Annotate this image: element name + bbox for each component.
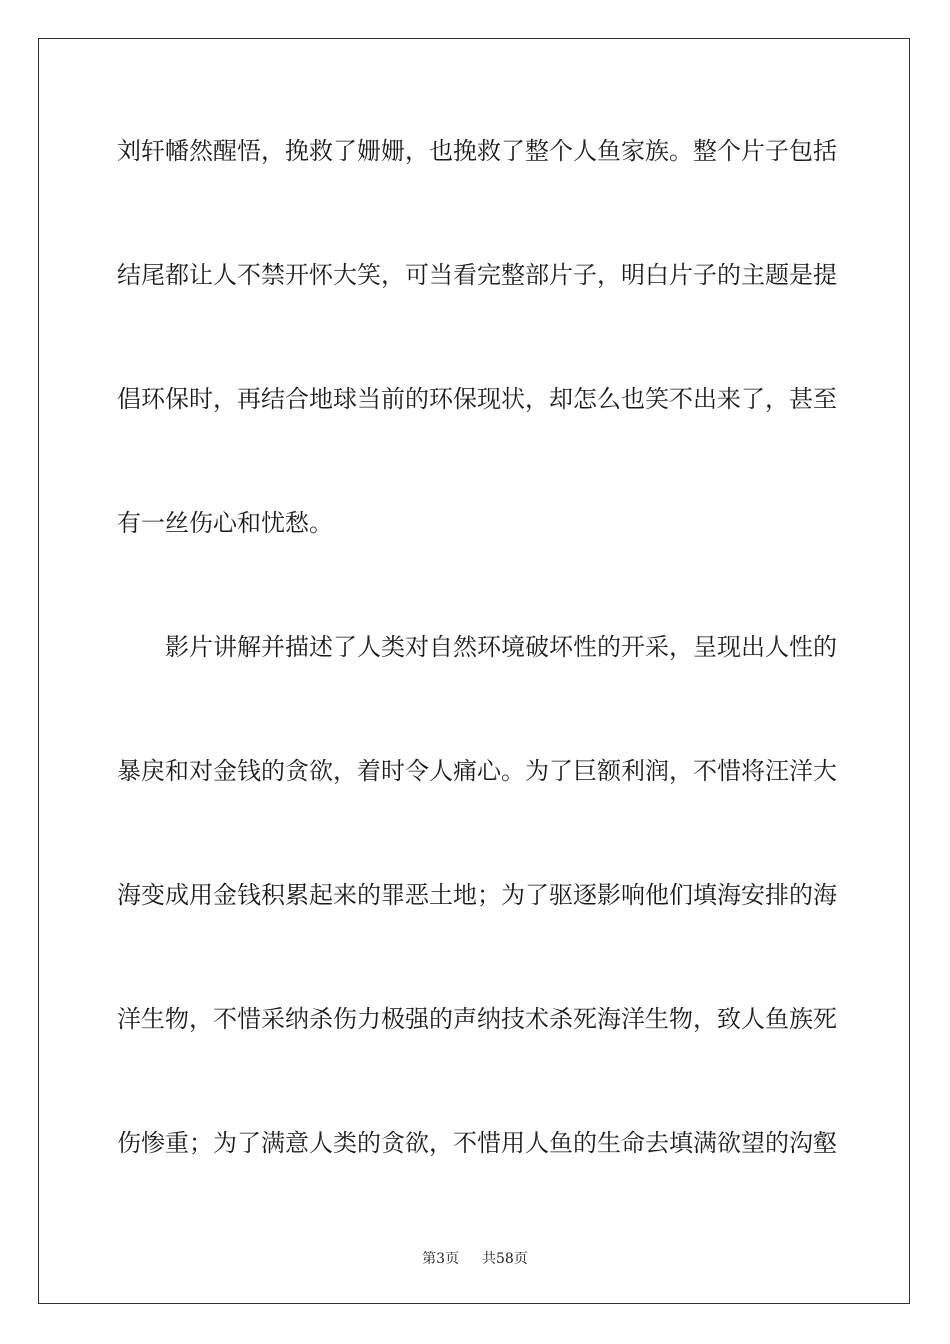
paragraph-line: 影片讲解并描述了人类对自然环境破坏性的开采，呈现出人性的 <box>165 633 837 661</box>
paragraph-line: 海变成用金钱积累起来的罪恶土地；为了驱逐影响他们填海安排的海 <box>117 881 837 909</box>
paragraph-line: 刘轩幡然醒悟，挽救了姗姗，也挽救了整个人鱼家族。整个片子包括 <box>117 137 837 165</box>
paragraph-line: 结尾都让人不禁开怀大笑，可当看完整部片子，明白片子的主题是提 <box>117 261 837 289</box>
paragraph-line: 暴戾和对金钱的贪欲，着时令人痛心。为了巨额利润，不惜将汪洋大 <box>117 757 837 785</box>
page-number: 第3页 <box>422 1251 460 1267</box>
paragraph-line: 洋生物，不惜采纳杀伤力极强的声纳技术杀死海洋生物，致人鱼族死 <box>117 1005 837 1033</box>
paragraph-line: 倡环保时，再结合地球当前的环保现状，却怎么也笑不出来了，甚至 <box>117 385 837 413</box>
page-border <box>38 38 910 1304</box>
total-pages: 共58页 <box>482 1251 528 1267</box>
paragraph-line: 有一丝伤心和忧愁。 <box>117 509 333 537</box>
paragraph-line: 伤惨重；为了满意人类的贪欲，不惜用人鱼的生命去填满欲望的沟壑 <box>117 1129 837 1157</box>
page-footer <box>0 1248 950 1268</box>
